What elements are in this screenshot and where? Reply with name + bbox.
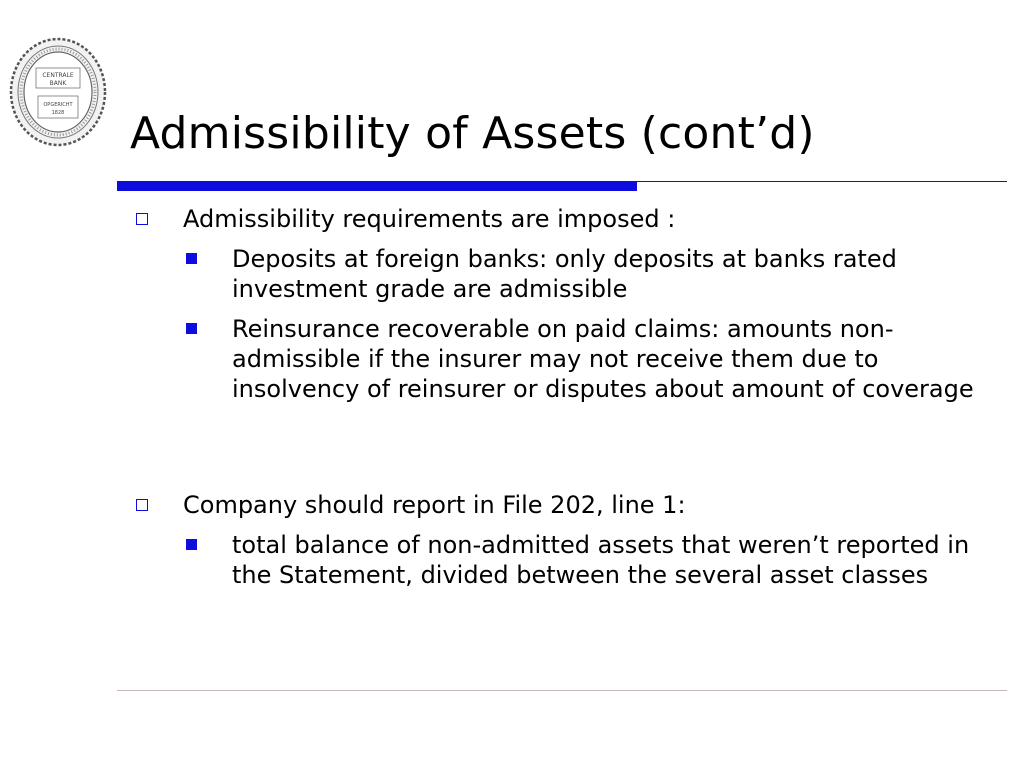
seal-text-4: 1828: [51, 110, 65, 116]
slide-title: Admissibility of Assets (cont’d): [130, 108, 815, 159]
seal-text-3: OPGERICHT: [43, 102, 73, 108]
filled-square-bullet-icon: [186, 539, 197, 550]
hollow-square-bullet-icon: [136, 213, 148, 225]
bullet-level2: [232, 530, 992, 590]
bullet-text: total balance of non-admitted assets that weren’t reported in the Statement, divided between the several asset classes: [232, 531, 970, 589]
bullet-level2: [232, 244, 992, 304]
seal-text-2: BANK: [49, 80, 67, 87]
seal-icon: [8, 36, 108, 148]
section-reporting: [130, 490, 1010, 590]
bullet-text: Company should report in File 202, line 1:: [183, 491, 686, 519]
bullet-level1: [130, 490, 1010, 520]
bullet-level2: [232, 314, 992, 404]
bullet-text: Deposits at foreign banks: only deposits at banks rated investment grade are admissible: [232, 245, 897, 303]
filled-square-bullet-icon: [186, 253, 197, 264]
section-admissibility: [130, 204, 1010, 404]
hollow-square-bullet-icon: [136, 499, 148, 511]
footer-rule: [117, 690, 1007, 691]
title-underline-thin: [637, 181, 1007, 182]
seal-text-1: CENTRALE: [42, 72, 74, 79]
filled-square-bullet-icon: [186, 323, 197, 334]
slide-body: [130, 200, 1010, 590]
bank-seal-logo: [8, 36, 108, 148]
bullet-text: Reinsurance recoverable on paid claims: amounts non-admissible if the insurer may not receive them due to insolvency of reinsurer or disputes about amount of coverage: [232, 315, 974, 403]
title-underline-thick: [117, 181, 637, 191]
bullet-text: Admissibility requirements are imposed :: [183, 205, 676, 233]
bullet-level1: [130, 204, 1010, 234]
